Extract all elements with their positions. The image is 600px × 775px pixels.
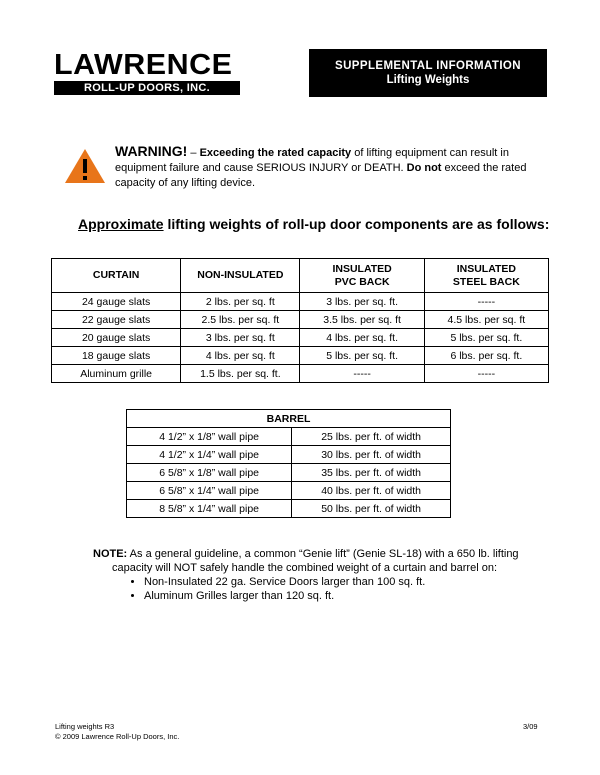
footer-copyright: © 2009 Lawrence Roll-Up Doors, Inc. [55,732,180,741]
table-cell: 30 lbs. per ft. of width [292,446,451,464]
table-cell: 3 lbs. per sq. ft. [300,293,424,311]
table-cell: 18 gauge slats [52,347,181,365]
table-cell: Aluminum grille [52,365,181,383]
table-cell: 4 1/2” x 1/4” wall pipe [127,446,292,464]
note-label: NOTE: [93,548,128,560]
list-item: • Aluminum Grilles larger than 120 sq. ft. [144,589,553,603]
barrel-header: BARREL [127,410,451,428]
company-logo [54,50,240,95]
table-cell: 20 gauge slats [52,329,181,347]
col-header-curtain: CURTAIN [52,259,181,293]
table-row [52,365,549,383]
table-cell: 50 lbs. per ft. of width [292,500,451,518]
table-cell: 5 lbs. per sq. ft. [424,329,548,347]
table-cell: 25 lbs. per ft. of width [292,428,451,446]
warning-bold2: Do not [406,162,442,174]
warning-bold1: Exceeding the rated capacity [199,147,352,159]
note-line2: capacity will NOT safely handle the combined weight of a curtain and barrel on: [112,562,498,574]
footer-date: 3/09 [523,722,538,731]
warning-dash: – [187,147,200,159]
warning-triangle-icon [64,148,106,184]
table-cell: 6 5/8” x 1/4” wall pipe [127,482,292,500]
table-cell: 3.5 lbs. per sq. ft [300,311,424,329]
header-line1: SUPPLEMENTAL INFORMATION [335,60,521,72]
table-row [52,311,549,329]
barrel-weights-table [126,409,451,518]
note-section [93,547,553,603]
table-row [127,500,451,518]
table-cell: 8 5/8” x 1/4” wall pipe [127,500,292,518]
curtain-weights-table [51,258,549,383]
table-cell: 2 lbs. per sq. ft [181,293,300,311]
table-cell: 35 lbs. per ft. of width [292,464,451,482]
list-item: • Non-Insulated 22 ga. Service Doors larger than 100 sq. ft. [144,575,553,589]
table-row [52,293,549,311]
header-line2: Lifting Weights [386,74,470,86]
table-row [52,347,549,365]
warning-text [115,144,535,191]
table-row [127,446,451,464]
table-cell: 4 1/2” x 1/8” wall pipe [127,428,292,446]
table-cell: 24 gauge slats [52,293,181,311]
table-header-row [52,259,549,293]
warning-text2: exceed the rated capacity of any lifting device. [115,162,527,189]
table-cell: 6 lbs. per sq. ft. [424,347,548,365]
table-cell: 4.5 lbs. per sq. ft [424,311,548,329]
warning-text1: of lifting equipment can result in equipment failure and cause SERIOUS INJURY or DEATH. [115,147,509,174]
table-cell: 40 lbs. per ft. of width [292,482,451,500]
logo-tagline: ROLL-UP DOORS, INC. [54,81,240,95]
col-header-insulated-pvc: INSULATED PVC BACK [300,259,424,293]
table-cell: 2.5 lbs. per sq. ft [181,311,300,329]
col-header-insulated-steel: INSULATED STEEL BACK [424,259,548,293]
col-header-non-insulated: NON-INSULATED [181,259,300,293]
note-bullet-list [93,575,553,603]
table-cell: 4 lbs. per sq. ft [181,347,300,365]
table-row [127,482,451,500]
logo-name: LAWRENCE [54,49,233,81]
table-cell: 1.5 lbs. per sq. ft. [181,365,300,383]
table-cell: 22 gauge slats [52,311,181,329]
subtitle-rest: lifting weights of roll-up door components are as follows: [163,216,550,232]
footer-left [55,722,179,742]
table-row [127,464,451,482]
table-row [52,329,549,347]
warning-title: WARNING! [115,143,188,159]
document-header [309,49,547,97]
note-text1: As a general guideline, a common “Genie lift” (Genie SL-18) with a 650 lb. lifting [127,548,519,560]
table-cell: ----- [300,365,424,383]
subtitle-underlined: Approximate [78,216,164,232]
table-cell: 4 lbs. per sq. ft. [300,329,424,347]
footer-doc-id: Lifting weights R3 [55,722,115,731]
note-line1 [93,547,553,561]
table-cell: ----- [424,365,548,383]
section-subtitle [78,216,550,232]
table-cell: 5 lbs. per sq. ft. [300,347,424,365]
table-cell: 3 lbs. per sq. ft [181,329,300,347]
table-cell: ----- [424,293,548,311]
table-row [127,428,451,446]
barrel-header-row [127,410,451,428]
table-cell: 6 5/8” x 1/8” wall pipe [127,464,292,482]
